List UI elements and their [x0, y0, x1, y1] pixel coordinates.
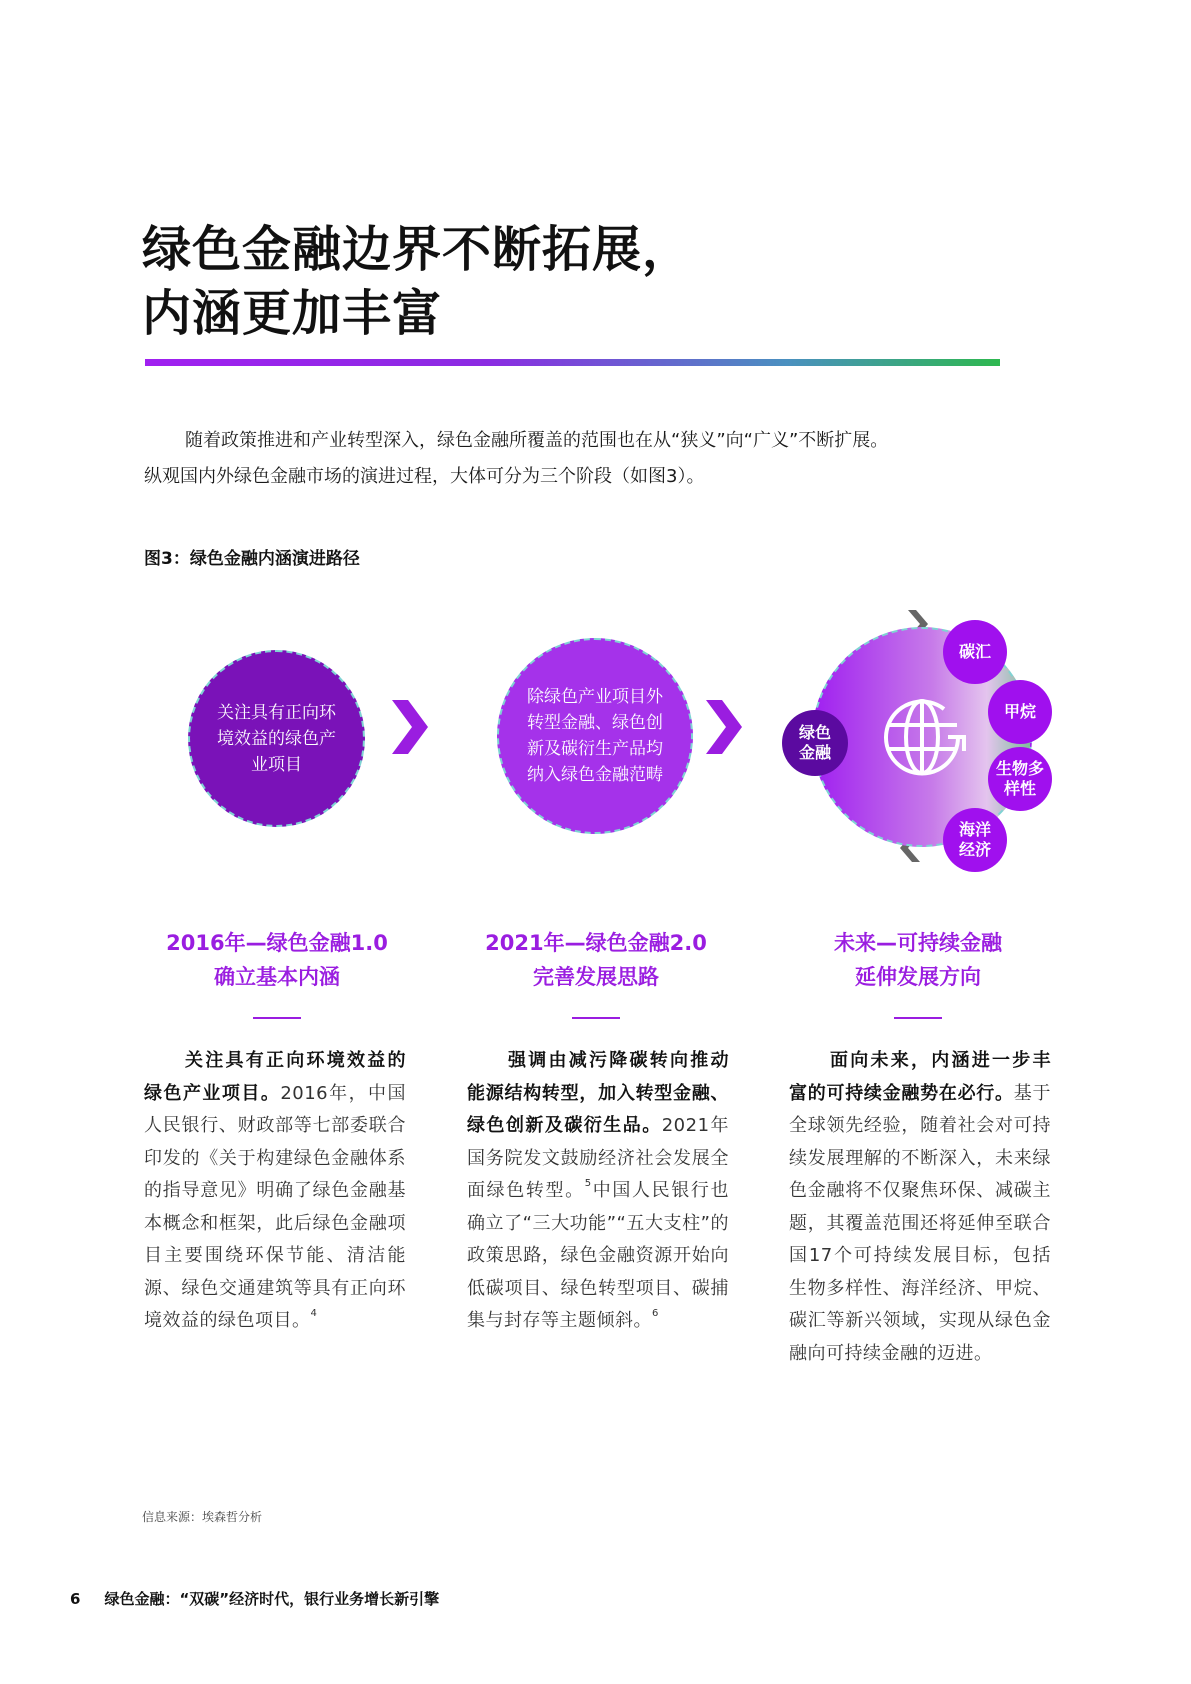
stage1-body	[144, 1045, 406, 1338]
title-line-1: 绿色金融边界不断拓展，	[142, 221, 693, 278]
stage1-bold: 关注具有正向环境效益的绿色产业项目。	[144, 1050, 406, 1104]
page-footer	[70, 1588, 439, 1609]
center-label-text: 绿色金融	[798, 723, 831, 762]
stage1-circle	[188, 650, 365, 827]
satellite-ocean-economy	[943, 808, 1007, 872]
stage3-divider	[894, 1017, 942, 1019]
title-gradient-rule	[145, 359, 1000, 366]
stage1-heading-line1: 2016年—绿色金融1.0	[166, 931, 388, 955]
stage2-circle-text: 除绿色产业项目外转型金融、绿色创新及碳衍生产品均纳入绿色金融范畴	[527, 687, 663, 785]
stage1-heading-line2: 确立基本内涵	[214, 965, 340, 989]
stage2-heading	[446, 926, 746, 994]
stage2-divider	[572, 1017, 620, 1019]
stage2-text: 2021年国务院发文鼓励经济社会发展全面绿色转型。	[467, 1115, 729, 1201]
stage3-body	[789, 1045, 1051, 1370]
title-line-2: 内涵更加丰富	[142, 285, 443, 342]
globe-icon	[874, 689, 970, 785]
chevron-right-icon	[392, 700, 428, 754]
satellite-methane	[988, 680, 1052, 744]
satellite-label: 甲烷	[1003, 702, 1036, 721]
stage1-text: 2016年，中国人民银行、财政部等七部委联合印发的《关于构建绿色金融体系的指导意见》明确了绿色金融基本概念和框架，此后绿色金融项目主要围绕环保节能、清洁能源、绿色交通建筑等具有正向环境效益的绿色项目。	[144, 1082, 407, 1331]
stage2-heading-line1: 2021年—绿色金融2.0	[485, 931, 707, 955]
stage2-body	[467, 1045, 729, 1338]
stage2-text-2: 中国人民银行也确立了“三大功能”“五大支柱”的政策思路，绿色金融资源开始向低碳项目、绿色转型项目、碳捕集与封存等主题倾斜。	[467, 1180, 729, 1331]
footnote-ref: 5	[584, 1178, 592, 1189]
intro-line-2: 纵观国内外绿色金融市场的演进过程，大体可分为三个阶段（如图3）。	[144, 466, 705, 487]
satellite-biodiversity	[988, 747, 1052, 811]
stage1-heading	[127, 926, 427, 994]
stage2-heading-line2: 完善发展思路	[533, 965, 659, 989]
stage3-heading-line1: 未来—可持续金融	[834, 931, 1002, 955]
chevron-right-icon	[706, 700, 742, 754]
stage3-heading	[768, 926, 1068, 994]
satellite-label: 碳汇	[958, 642, 991, 661]
intro-paragraph	[144, 423, 1024, 495]
figure-label: 图3：绿色金融内涵演进路径	[144, 549, 360, 569]
stage3-bold: 面向未来，内涵进一步丰富的可持续金融势在必行。	[789, 1050, 1051, 1104]
stage2-bold: 强调由减污降碳转向推动能源结构转型，加入转型金融、绿色创新及碳衍生品。	[467, 1050, 729, 1136]
stage3-heading-line2: 延伸发展方向	[855, 965, 981, 989]
source-note: 信息来源：埃森哲分析	[142, 1510, 263, 1524]
satellite-label: 生物多样性	[995, 759, 1044, 798]
intro-line-1: 随着政策推进和产业转型深入，绿色金融所覆盖的范围也在从“狭义”向“广义”不断扩展。	[185, 430, 889, 451]
page-title	[142, 218, 692, 346]
satellite-label: 海洋经济	[958, 820, 991, 859]
footer-title: 绿色金融：“双碳”经济时代，银行业务增长新引擎	[104, 1590, 440, 1608]
satellite-carbon-sink	[943, 620, 1007, 684]
center-label-circle	[782, 710, 848, 776]
stage2-circle	[497, 638, 693, 834]
stage3-text: 基于全球领先经验，随着社会对可持续发展理解的不断深入，未来绿色金融将不仅聚焦环保、减碳主题，其覆盖范围还将延伸至联合国17个可持续发展目标，包括生物多样性、海洋经济、甲烷、碳汇等新兴领域，实现从绿色金融向可持续金融的迈进。	[789, 1082, 1052, 1364]
stage1-circle-text: 关注具有正向环境效益的绿色产业项目	[217, 702, 336, 775]
page-number: 6	[70, 1590, 81, 1608]
footnote-ref: 6	[652, 1308, 659, 1319]
stage1-divider	[253, 1017, 301, 1019]
footnote-ref: 4	[310, 1308, 318, 1319]
